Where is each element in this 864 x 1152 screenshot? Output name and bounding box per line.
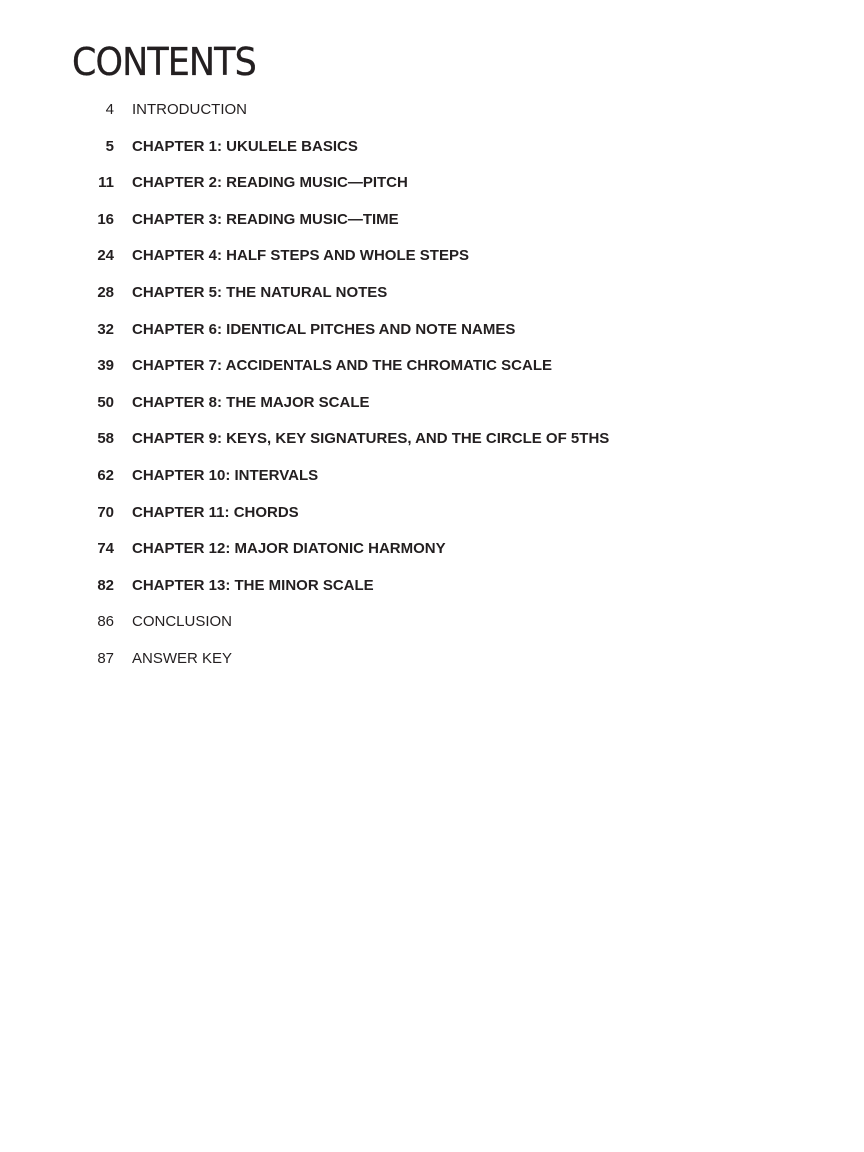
toc-page-number: 82 [97, 576, 114, 594]
toc-page-number: 16 [97, 210, 114, 228]
page-title: CONTENTS [72, 40, 256, 84]
toc-entry-label: CHAPTER 13: THE MINOR SCALE [132, 576, 374, 594]
toc-entry-label: CHAPTER 12: MAJOR DIATONIC HARMONY [132, 540, 446, 558]
toc-entry-label: CHAPTER 2: READING MUSIC—PITCH [132, 174, 408, 192]
toc-entry-label: CHAPTER 9: KEYS, KEY SIGNATURES, AND THE CIRCLE OF 5THS [132, 430, 610, 448]
toc-page-number: 62 [97, 466, 114, 484]
toc-entry-label: INTRODUCTION [132, 101, 247, 118]
toc-entry-label: CHAPTER 8: THE MAJOR SCALE [132, 393, 370, 411]
toc-entry-label: CHAPTER 6: IDENTICAL PITCHES AND NOTE NAMES [132, 320, 516, 338]
toc-page-number: 32 [97, 320, 114, 338]
toc-entry-label: CHAPTER 10: INTERVALS [132, 466, 319, 484]
toc-entry-label: CHAPTER 5: THE NATURAL NOTES [132, 283, 388, 301]
toc-entry-label: CHAPTER 7: ACCIDENTALS AND THE CHROMATIC SCALE [132, 357, 552, 375]
toc-entry-introduction [72, 92, 792, 129]
toc-page-number: 58 [97, 430, 114, 448]
toc-entry-label: CHAPTER 4: HALF STEPS AND WHOLE STEPS [132, 247, 469, 265]
toc-page-number: 24 [97, 247, 114, 265]
toc-page-number: 5 [105, 137, 114, 155]
toc-entry-chapter-5 [72, 275, 792, 312]
toc-entry-chapter-6 [72, 312, 792, 349]
toc-page-number: 28 [97, 283, 114, 301]
toc-page-number: 74 [97, 540, 114, 558]
toc-entry-chapter-1 [72, 129, 792, 166]
toc-page-number: 11 [98, 174, 114, 192]
toc-entry-chapter-2 [72, 165, 792, 202]
toc-entry-chapter-13 [72, 568, 792, 605]
toc-entry-chapter-10 [72, 458, 792, 495]
toc-entry-label: CONCLUSION [132, 613, 233, 631]
toc-entry-chapter-11 [72, 495, 792, 532]
toc-entry-chapter-7 [72, 348, 792, 385]
toc-page-number: 86 [97, 613, 114, 631]
toc-entry-label: CHAPTER 1: UKULELE BASICS [132, 137, 358, 155]
toc-entry-chapter-12 [72, 531, 792, 568]
toc-entry-label: CHAPTER 3: READING MUSIC—TIME [132, 210, 399, 228]
toc-entry-chapter-3 [72, 202, 792, 239]
toc-page-number: 70 [97, 503, 114, 521]
toc-page-number: 39 [97, 357, 114, 375]
toc-page-number: 50 [97, 393, 114, 411]
toc-entry-chapter-4 [72, 238, 792, 275]
toc-entry-chapter-8 [72, 385, 792, 422]
toc-entry-label: ANSWER KEY [132, 649, 233, 667]
toc-entry-chapter-9 [72, 421, 792, 458]
toc-entry-conclusion [72, 604, 792, 641]
toc-page-number: 4 [105, 101, 114, 118]
toc-entry-label: CHAPTER 11: CHORDS [132, 503, 299, 521]
table-of-contents [72, 92, 792, 678]
toc-page-number: 87 [97, 649, 114, 667]
toc-entry-answer-key [72, 641, 792, 678]
